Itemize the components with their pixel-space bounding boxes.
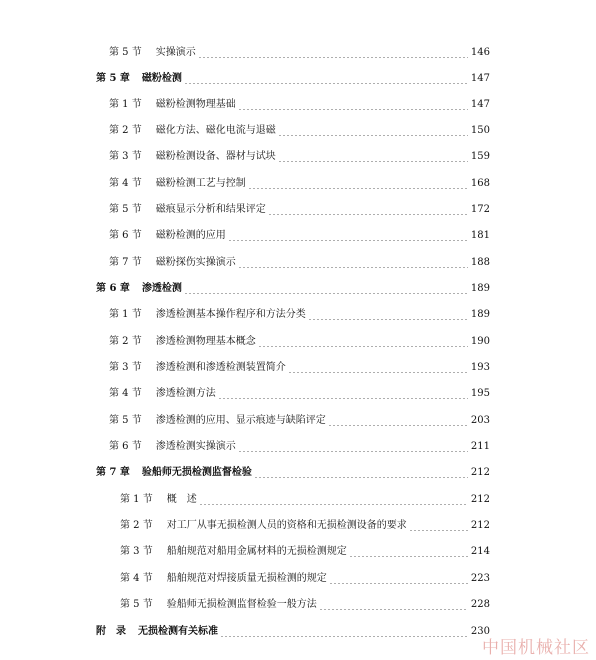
entry-number: 第 3 节 <box>109 151 142 162</box>
entry-number: 第 3 节 <box>120 546 153 557</box>
entry-title: 磁痕显示分析和结果评定 <box>155 204 266 215</box>
leader-dots <box>319 609 468 610</box>
entry-page: 212 <box>470 467 490 478</box>
toc-entry <box>109 97 490 113</box>
entry-page: 159 <box>470 151 490 162</box>
entry-page: 203 <box>470 415 490 426</box>
toc-entry <box>120 544 490 560</box>
entry-number: 第 2 节 <box>120 520 153 531</box>
chapter-number: 第 5 章 <box>96 73 130 84</box>
appendix-title: 无损检测有关标准 <box>138 626 218 637</box>
toc-entry <box>120 571 490 587</box>
leader-dots <box>218 398 468 399</box>
toc-entry <box>109 202 490 218</box>
entry-number: 第 5 节 <box>109 204 142 215</box>
leader-dots <box>268 214 468 215</box>
entry-page: 223 <box>470 573 490 584</box>
toc-entry <box>109 45 490 61</box>
entry-number: 第 1 节 <box>120 494 153 505</box>
leader-dots <box>409 530 468 531</box>
toc-entry <box>109 255 490 271</box>
entry-page: 189 <box>470 283 490 294</box>
leader-dots <box>184 293 468 294</box>
entry-number: 第 1 节 <box>109 99 142 110</box>
entry-page: 172 <box>470 204 490 215</box>
entry-page: 150 <box>470 125 490 136</box>
entry-title: 渗透检测物理基本概念 <box>155 336 256 347</box>
leader-dots <box>328 425 468 426</box>
entry-number: 第 4 节 <box>120 573 153 584</box>
entry-page: 195 <box>470 388 490 399</box>
leader-dots <box>238 109 468 110</box>
entry-page: 230 <box>470 626 490 637</box>
toc-chapter-entry <box>96 281 490 297</box>
entry-page: 181 <box>470 230 490 241</box>
toc-entry <box>109 123 490 139</box>
leader-dots <box>278 135 468 136</box>
entry-title: 磁粉检测工艺与控制 <box>155 178 246 189</box>
toc-entry <box>120 492 490 508</box>
entry-title: 磁粉检测物理基础 <box>155 99 236 110</box>
toc-chapter-entry <box>96 465 490 481</box>
entry-number: 第 4 节 <box>109 388 142 399</box>
leader-dots <box>288 372 468 373</box>
leader-dots <box>198 57 468 58</box>
toc-entry <box>109 413 490 429</box>
entry-title: 渗透检测基本操作程序和方法分类 <box>155 309 306 320</box>
entry-page: 193 <box>470 362 490 373</box>
leader-dots <box>199 504 468 505</box>
toc-entry <box>109 149 490 165</box>
entry-page: 168 <box>470 178 490 189</box>
entry-title: 概 述 <box>166 494 197 505</box>
chapter-title: 验船师无损检测监督检验 <box>141 467 252 478</box>
entry-page: 147 <box>470 73 490 84</box>
toc-entry <box>109 228 490 244</box>
entry-title: 验船师无损检测监督检验一般方法 <box>166 599 317 610</box>
entry-number: 第 3 节 <box>109 362 142 373</box>
entry-title: 对工厂从事无损检测人员的资格和无损检测设备的要求 <box>166 520 407 531</box>
entry-title: 船舶规范对焊接质量无损检测的规定 <box>166 573 327 584</box>
leader-dots <box>220 636 468 637</box>
leader-dots <box>248 188 468 189</box>
toc-entry <box>109 307 490 323</box>
entry-number: 第 2 节 <box>109 336 142 347</box>
toc-entry <box>109 360 490 376</box>
chapter-title: 渗透检测 <box>141 283 182 294</box>
entry-number: 第 5 节 <box>120 599 153 610</box>
leader-dots <box>278 161 468 162</box>
leader-dots <box>258 346 468 347</box>
chapter-title: 磁粉检测 <box>141 73 182 84</box>
entry-number: 第 6 节 <box>109 441 142 452</box>
entry-page: 147 <box>470 99 490 110</box>
entry-number: 第 1 节 <box>109 309 142 320</box>
leader-dots <box>184 83 468 84</box>
toc-entry <box>120 518 490 534</box>
site-watermark: 中国机械社区 <box>482 638 590 658</box>
entry-number: 第 5 节 <box>109 415 142 426</box>
entry-number: 第 7 节 <box>109 257 142 268</box>
entry-number: 第 5 节 <box>109 47 142 58</box>
chapter-number: 第 7 章 <box>96 467 130 478</box>
entry-title: 船舶规范对船用金属材料的无损检测规定 <box>166 546 347 557</box>
toc-chapter-entry <box>96 71 490 87</box>
leader-dots <box>308 319 468 320</box>
toc-entry <box>109 439 490 455</box>
entry-title: 实操演示 <box>155 47 196 58</box>
leader-dots <box>329 583 468 584</box>
entry-page: 214 <box>470 546 490 557</box>
chapter-number: 第 6 章 <box>96 283 130 294</box>
entry-number: 第 4 节 <box>109 178 142 189</box>
leader-dots <box>238 451 468 452</box>
entry-page: 211 <box>470 441 490 452</box>
leader-dots <box>238 267 468 268</box>
entry-title: 渗透检测和渗透检测装置简介 <box>155 362 286 373</box>
entry-number: 第 2 节 <box>109 125 142 136</box>
entry-page: 212 <box>470 494 490 505</box>
appendix-label: 附 录 <box>96 626 126 637</box>
leader-dots <box>254 477 468 478</box>
entry-page: 190 <box>470 336 490 347</box>
entry-title: 磁粉检测设备、器材与试块 <box>155 151 276 162</box>
toc-entry <box>120 597 490 613</box>
entry-title: 渗透检测实操演示 <box>155 441 236 452</box>
entry-page: 189 <box>470 309 490 320</box>
entry-number: 第 6 节 <box>109 230 142 241</box>
leader-dots <box>228 240 468 241</box>
entry-title: 磁粉检测的应用 <box>155 230 226 241</box>
toc-entry <box>109 334 490 350</box>
entry-title: 渗透检测方法 <box>155 388 216 399</box>
entry-title: 渗透检测的应用、显示痕迹与缺陷评定 <box>155 415 326 426</box>
leader-dots <box>349 556 468 557</box>
entry-title: 磁粉探伤实操演示 <box>155 257 236 268</box>
toc-entry <box>109 386 490 402</box>
entry-page: 212 <box>470 520 490 531</box>
toc-chapter-entry <box>96 624 490 640</box>
entry-title: 磁化方法、磁化电流与退磁 <box>155 125 276 136</box>
entry-page: 188 <box>470 257 490 268</box>
toc-entry <box>109 176 490 192</box>
entry-page: 228 <box>470 599 490 610</box>
entry-page: 146 <box>470 47 490 58</box>
